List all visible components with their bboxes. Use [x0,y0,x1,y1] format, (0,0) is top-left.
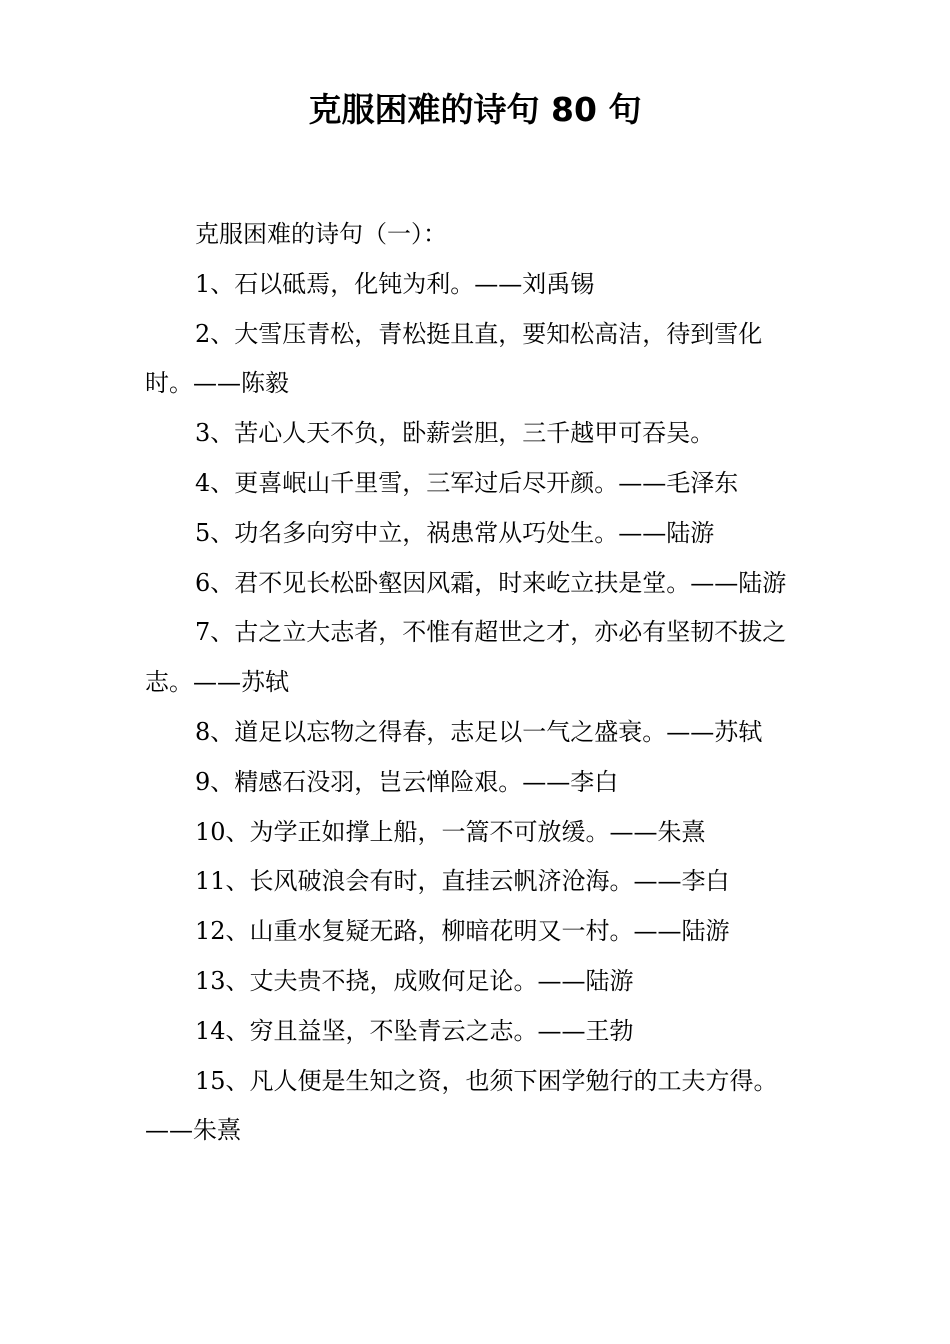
poem-line-14: 14、穷且益坚，不坠青云之志。——王勃 [195,1016,634,1045]
poem-line-10: 10、为学正如撑上船，一篙不可放缓。——朱熹 [195,817,706,846]
poem-line-5: 5、功名多向穷中立，祸患常从巧处生。——陆游 [195,518,715,547]
section-heading: 克服困难的诗句（一）： [195,220,447,248]
poem-line-15: 15、凡人便是生知之资，也须下困学勉行的工夫方得。——朱熹 [145,1066,778,1145]
poem-line-6: 6、君不见长松卧壑因风霜，时来屹立扶是堂。——陆游 [195,568,787,597]
poem-line-9: 9、精感石没羽，岂云惮险艰。——李白 [195,767,619,796]
poem-line-8: 8、道足以忘物之得春，志足以一气之盛衰。——苏轼 [195,717,763,746]
page-title: 克服困难的诗句 80 句 [308,90,642,129]
poem-line-11: 11、长风破浪会有时，直挂云帆济沧海。——李白 [195,867,730,896]
document-body [145,210,805,1156]
poem-line-4: 4、更喜岷山千里雪，三军过后尽开颜。——毛泽东 [195,468,739,497]
poem-line-7: 7、古之立大志者，不惟有超世之才，亦必有坚韧不拔之志。——苏轼 [145,618,787,697]
poem-line-12: 12、山重水复疑无路，柳暗花明又一村。——陆游 [195,917,730,946]
poem-line-2: 2、大雪压青松，青松挺且直，要知松高洁，待到雪化时。——陈毅 [145,319,763,398]
poem-line-1: 1、石以砥焉，化钝为利。——刘禹锡 [195,269,595,298]
poem-line-13: 13、丈夫贵不挠，成败何足论。——陆游 [195,966,634,995]
poem-line-3: 3、苦心人天不负，卧薪尝胆，三千越甲可吞吴。 [195,419,715,448]
